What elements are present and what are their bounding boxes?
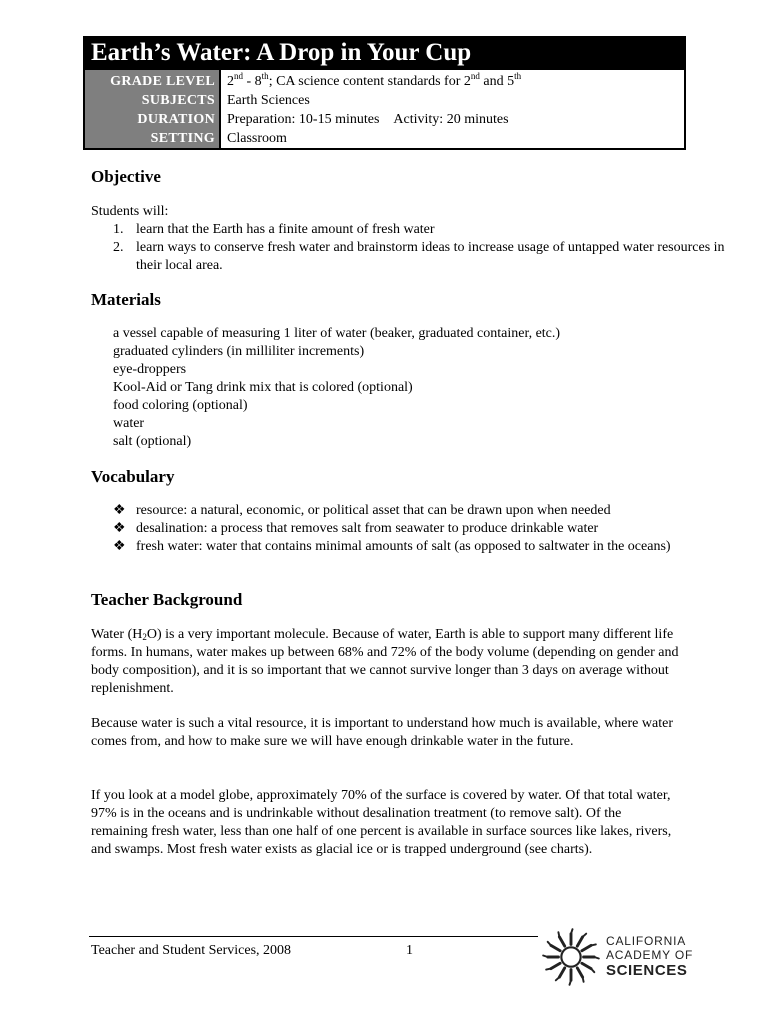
grade-level-label: GRADE LEVEL	[110, 74, 215, 89]
subjects-value: Earth Sciences	[227, 93, 310, 108]
grade-text-4: and 5	[479, 74, 515, 89]
list-item: Kool-Aid or Tang drink mix that is colored (optional)	[113, 380, 413, 395]
list-item	[113, 520, 696, 538]
list-item-text: fresh water: water that contains minimal amounts of salt (as opposed to saltwater in the oceans)	[136, 539, 671, 554]
logo-ray-tip	[583, 934, 587, 937]
list-number: 2.	[113, 240, 124, 255]
footer-divider	[89, 936, 538, 937]
info-labels-column	[85, 70, 221, 148]
list-item	[113, 538, 696, 556]
background-paragraph-3: If you look at a model globe, approximately 70% of the surface is covered by water. Of that total water, 97% is in the oceans and is undrinkable without desalination treatment (to remove salt). Of the remaining fresh water, less than one half of one percent is available in surface sources like lakes, rivers, and swamps. Most fresh water exists as glacial ice or is trapped underground (see charts).	[91, 788, 672, 857]
list-number: 1.	[113, 222, 124, 237]
grade-sup-3: nd	[470, 71, 480, 81]
lesson-info-table	[83, 70, 686, 150]
list-item	[91, 221, 726, 239]
background-paragraph-2: Because water is such a vital resource, it is important to understand how much is available, where water comes from, and how to make sure we will have enough drinkable water in the future.	[91, 716, 673, 749]
logo-ray	[559, 937, 564, 946]
materials-heading: Materials	[91, 290, 161, 309]
vocabulary-heading: Vocabulary	[91, 467, 175, 486]
logo-ray-tip	[591, 944, 596, 945]
objective-heading: Objective	[91, 167, 161, 186]
list-item-text: desalination: a process that removes salt from seawater to produce drinkable water	[136, 521, 599, 536]
setting-value: Classroom	[227, 131, 287, 146]
logo-line-california: CALIFORNIA	[606, 934, 687, 948]
list-item: graduated cylinders (in milliliter increments)	[113, 344, 365, 359]
list-item-text: learn that the Earth has a finite amount of fresh water	[136, 222, 435, 237]
grade-sup-1: nd	[234, 71, 243, 81]
grade-sup-2: th	[261, 71, 269, 81]
background-paragraph-1	[91, 626, 681, 698]
page-number: 1	[406, 943, 413, 958]
logo-ray-tip	[548, 942, 551, 946]
grade-text-1: 2	[227, 74, 234, 89]
logo-ray-tip	[591, 969, 594, 973]
setting-label: SETTING	[150, 131, 215, 146]
grade-sup-4: th	[514, 71, 522, 81]
list-item: eye-droppers	[113, 362, 187, 377]
list-item-text: learn ways to conserve fresh water and brainstorm ideas to increase usage of untapped water resources in their local area.	[136, 240, 725, 273]
logo-ray-tip	[546, 969, 551, 970]
subjects-label: SUBJECTS	[141, 93, 215, 108]
logo-ray-tip	[558, 932, 559, 937]
academy-logo-icon	[542, 928, 600, 986]
paragraph-text: O) is a very important molecule. Because of water, Earth is able to support many different life forms. In humans, water makes up between 68% and 72% of the body volume (depending on gender and body composition), and it is so important that we cannot survive longer than 3 days on average without replenishment.	[91, 627, 679, 696]
preparation-time: Preparation: 10-15 minutes	[227, 112, 380, 127]
list-item	[113, 502, 696, 520]
logo-ray-tip	[583, 977, 584, 982]
document-title: Earth’s Water: A Drop in Your Cup	[83, 36, 686, 70]
paragraph-text: Water (H	[91, 627, 143, 642]
logo-ray	[577, 968, 582, 977]
diamond-bullet-icon: ❖	[113, 539, 126, 554]
duration-value	[227, 110, 684, 129]
materials-list	[113, 325, 560, 451]
subscript: 2	[142, 632, 147, 642]
grade-text-2: - 8	[243, 74, 262, 89]
logo-ray	[582, 963, 591, 968]
logo-ray	[582, 945, 591, 950]
grade-level-value	[227, 72, 684, 91]
logo-line-sciences: SCIENCES	[606, 962, 688, 979]
logo-line-academy: ACADEMY OF	[606, 948, 694, 962]
logo-ray	[577, 937, 582, 946]
grade-text-3: ; CA science content standards for 2	[268, 74, 471, 89]
duration-label: DURATION	[137, 112, 215, 127]
activity-time: Activity: 20 minutes	[393, 112, 509, 127]
logo-ray-tip	[556, 977, 560, 980]
objective-intro: Students will:	[91, 204, 169, 219]
teacher-background-heading: Teacher Background	[91, 590, 243, 609]
logo-ray	[551, 963, 560, 968]
list-item-text: resource: a natural, economic, or political asset that can be drawn upon when needed	[136, 503, 611, 518]
list-item	[91, 239, 726, 275]
diamond-bullet-icon: ❖	[113, 521, 126, 536]
logo-ray	[559, 968, 564, 977]
academy-logo-wordmark	[606, 934, 693, 980]
list-item: water	[113, 416, 145, 431]
footer-credit: Teacher and Student Services, 2008	[91, 943, 292, 958]
list-item: food coloring (optional)	[113, 398, 248, 413]
list-item: salt (optional)	[113, 434, 192, 449]
diamond-bullet-icon: ❖	[113, 503, 126, 518]
logo-ray	[551, 945, 560, 950]
objective-list	[91, 221, 726, 275]
info-values-column	[221, 70, 684, 148]
list-item: a vessel capable of measuring 1 liter of water (beaker, graduated container, etc.)	[113, 326, 561, 341]
vocabulary-list	[113, 502, 696, 556]
